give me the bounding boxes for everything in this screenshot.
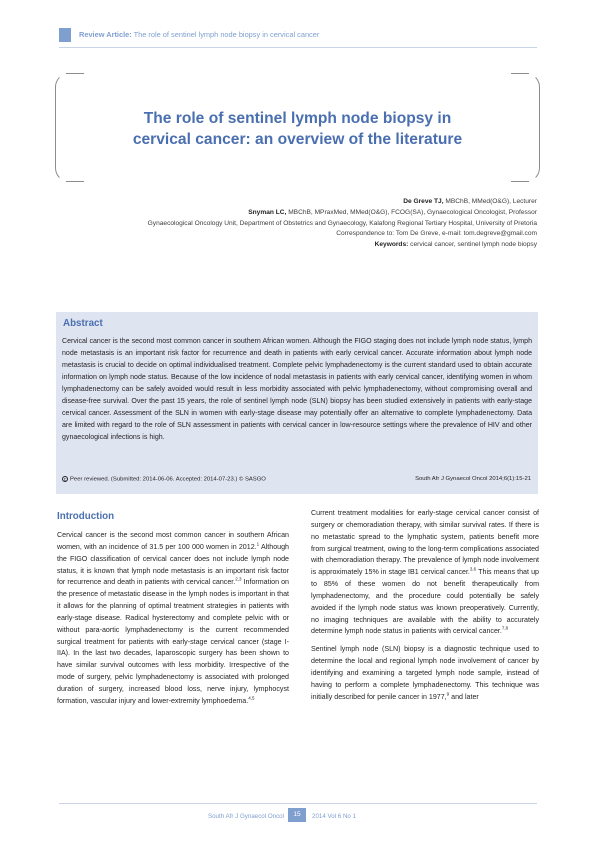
keywords xyxy=(37,240,537,251)
peer-review-note xyxy=(62,476,266,483)
author-2-name: Snyman LC, xyxy=(248,208,287,216)
intro-paragraph-2: Current treatment modalities for early-stage cervical cancer consist of surgery or chemoradiation therapy, with similar survival rates. If there is no metastatic spread to the lymphatic system, patients benefit more from surgical treatment, owing to the long-term complications associated with chemoradiation therapy. The prevalence of lymph node involvement is approximately 15% in stage IB1 cervical cancer.$^{3,6}$ This means that up to 85% of these women do not benefit therapeutically from lymphadenectomy, and the procedure could potentially be safely avoided if the lymph node status was known preoperatively. Currently, no imaging techniques are available with the ability to accurately determine lymph node status in patients with cervical cancer.$^{7,8}$ xyxy=(311,509,539,636)
author-1-details: MBChB, MMed(O&G), Lecturer xyxy=(445,198,537,205)
abstract-heading: Abstract xyxy=(63,318,103,329)
correspondence: Correspondence to: Tom De Greve, e-mail: tom.degreve@gmail.com xyxy=(336,230,537,238)
left-column xyxy=(57,530,289,714)
running-title: The role of sentinel lymph node biopsy in cervical cancer xyxy=(133,30,320,39)
author-block xyxy=(37,197,537,251)
keywords-label: Keywords: xyxy=(374,241,409,249)
abstract-text: Cervical cancer is the second most common cancer in southern African women. Although the FIGO staging does not include lymph node status, lymph node metastasis is an important risk factor for recurrence and death in patients with early cervical cancer. Accurate information about lymph node metastasis is crucial to decide on optimal individualised treatment. Complete pelvic lymphadenectomy is the current standard used to obtain accurate information on lymph node status. Because of the low incidence of nodal metastasis in patients with early cervical cancer, identifying women in whom lymphadenectomy can be safely avoided would result in less morbidity associated with pelvic lymphadenectomy, without compromising overall and disease-free survival. Over the past 15 years, the role of sentinel lymph node (SLN) biopsy has been studied extensively in patients with early-stage cervical cancer. Assessment of the SLN in women with early-stage disease may potentially offer an alternative to complete lymphadenectomy. Data are limited with regard to the role of SLN assessment in patients with cervical cancer in low-resource settings where the prevalence of HIV and other gynaecological infections is high. xyxy=(62,338,532,441)
open-access-icon: c xyxy=(63,477,67,483)
author-2 xyxy=(37,208,537,219)
page-number: 15 xyxy=(288,808,306,822)
header-divider xyxy=(59,47,537,48)
affiliation: Gynaecological Oncology Unit, Department of Obstetrics and Gynaecology, Kalafong Regional Tertiary Hospital, University of Pretoria xyxy=(147,219,537,227)
intro-paragraph-1: Cervical cancer is the second most common cancer in southern African women, with an incidence of 31.5 per 100 000 women in 2012.$^1$ Although the FIGO classification of cervical cancer does not include lymph node status, it is known that lymph node metastasis is an important risk factor for recurrence and death in patients with cervical cancer.$^{2,3}$ Information on the presence of metastatic disease in the lymph nodes is important in that it allows for the planning of optimal treatment strategies in patients with early-stage disease. Radical hysterectomy and complete pelvic with or without para-aortic lymphadenectomy is the current recommended surgical treatment for patients with early-stage cervical cancer (stage I-IIA). In the last two decades, laparoscopic surgery has been shown to have similar survival outcomes with less morbidity. Irrespective of the mode of surgery, pelvic lymphadenectomy is associated with prolonged duration of surgery, increased blood loss, nerve injury, lymphocyst formation, vascular injury and lower-extremity lymphoedema.$^{4,5}$ xyxy=(57,531,289,705)
peer-review-text: Peer reviewed. (Submitted: 2014-06-06. Accepted: 2014-07-23.) © SASGO xyxy=(70,476,266,483)
footer-divider xyxy=(59,803,537,804)
article-type: Review Article: xyxy=(79,30,132,39)
right-column xyxy=(311,508,539,710)
citation: South Afr J Gynaecol Oncol 2014;6(1):15-21 xyxy=(415,476,531,482)
keywords-value: cervical cancer, sentinel lymph node biopsy xyxy=(410,241,537,249)
author-2-details: MBChB, MPraxMed, MMed(O&G), FCOG(SA), Gynaecological Oncologist, Professor xyxy=(288,208,537,216)
author-1 xyxy=(37,197,537,208)
footer-volume: 2014 Vol 6 No 1 xyxy=(312,813,357,820)
running-header xyxy=(79,30,319,39)
author-1-name: De Greve TJ, xyxy=(403,198,444,205)
title-line-1: The role of sentinel lymph node biopsy in xyxy=(143,110,452,127)
intro-paragraph-3: Sentinel lymph node (SLN) biopsy is a diagnostic technique used to determine the local and regional lymph node involvement of cancer by identifying and examining a targeted lymph node sample, instead of having to perform a complete lymphadenectomy. This technique was initially described for penile cancer in 1977,$^9$ and later xyxy=(311,645,539,701)
introduction-heading: Introduction xyxy=(57,511,115,522)
article-title xyxy=(60,108,535,150)
title-line-2: cervical cancer: an overview of the literature xyxy=(132,131,463,148)
header-square xyxy=(59,28,71,42)
footer-journal: South Afr J Gynaecol Oncol xyxy=(207,813,284,820)
